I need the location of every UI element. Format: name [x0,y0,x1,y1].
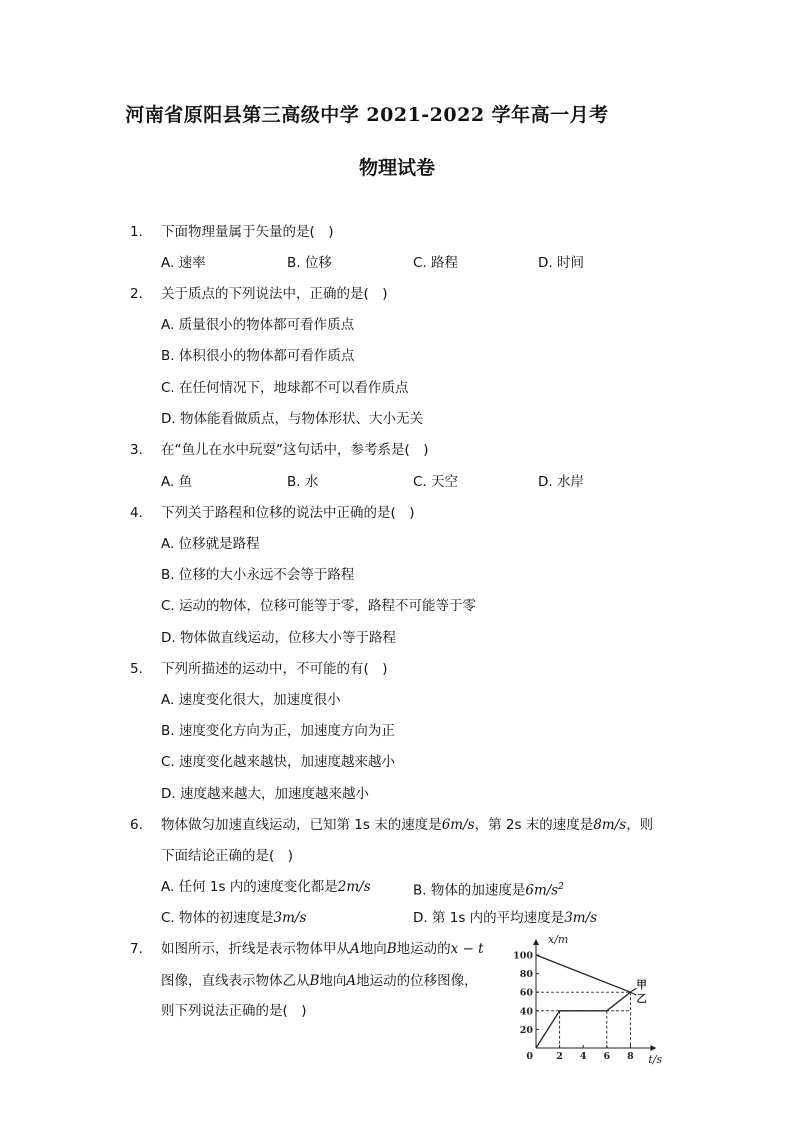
question-stem: 下列所描述的运动中，不可能的有( ) [161,661,388,677]
option-c[interactable]: C. 运动的物体，位移可能等于零，路程不可能等于零 [161,598,477,614]
page-title: 河南省原阳县第三高级中学 2021-2022 学年高一月考 [125,104,609,126]
option-a[interactable]: A. 位移就是路程 [161,536,260,552]
x-axis-arrow [650,1045,656,1051]
option-c[interactable]: C. 物体的初速度是3m/s [161,910,307,926]
option-c[interactable]: C. 天空 [413,474,459,490]
series-yi-line [536,955,630,992]
question-stem: 下列关于路程和位移的说法中正确的是( ) [161,505,415,521]
y-tick-label: 60 [519,987,533,999]
option-d[interactable]: D. 物体能看做质点，与物体形状、大小无关 [161,411,423,427]
option-b[interactable]: B. 物体的加速度是$6m/s^2$ [413,882,564,899]
question-stem: 关于质点的下列说法中，正确的是( ) [161,286,388,302]
question-stem-continued: 下面结论正确的是( ) [161,848,294,864]
option-b[interactable]: B. 体积很小的物体都可看作质点 [161,348,355,364]
option-b[interactable]: B. 水 [287,474,319,490]
option-c[interactable]: C. 在任何情况下，地球都不可以看作质点 [161,380,409,396]
xt-graph [508,930,668,1070]
math-value: 3m/s [273,910,307,926]
question-number: 2. [130,286,143,302]
page-subtitle: 物理试卷 [358,157,435,179]
y-axis-arrow [533,939,539,945]
x-tick-label: 2 [556,1051,563,1062]
question-stem-continued: 则下列说法正确的是( ) [161,1003,307,1019]
option-a[interactable]: A. 鱼 [161,474,193,490]
math-value: 6m/s [525,882,559,899]
option-d[interactable]: D. 水岸 [538,474,584,490]
option-b[interactable]: B. 速度变化方向为正，加速度方向为正 [161,723,395,739]
series-label: 甲 [636,979,647,992]
x-axis-label: t/s [648,1053,663,1066]
y-tick-label: 20 [519,1024,533,1036]
option-c[interactable]: C. 路程 [413,255,459,271]
question-number: 5. [130,661,143,677]
series-label: 乙 [636,993,647,1006]
question-stem: 如图所示，折线是表示物体甲从A地向B地运动的x − t [161,941,484,957]
math-expression: x − t [450,941,484,957]
option-a[interactable]: A. 速率 [161,255,206,271]
question-stem: 物体做匀加速直线运动，已知第 1s 末的速度是6m/s，第 2s 末的速度是8m/s，则 [161,817,654,833]
y-tick-label: 40 [519,1006,533,1018]
math-superscript: 2 [558,882,564,892]
math-value: 8m/s [593,817,627,833]
series-jia-line [536,992,630,1048]
option-d[interactable]: D. 物体做直线运动，位移大小等于路程 [161,630,396,646]
math-value: 3m/s [564,910,598,926]
y-tick-label: 100 [513,950,533,962]
question-number: 6. [130,817,143,833]
option-b[interactable]: B. 位移的大小永远不会等于路程 [161,567,355,583]
option-d[interactable]: D. 时间 [538,255,584,271]
option-a[interactable]: A. 质量很小的物体都可看作质点 [161,317,355,333]
question-stem: 在“鱼儿在水中玩耍”这句话中，参考系是( ) [161,442,429,458]
math-value: 2m/s [337,879,371,895]
question-stem-continued: 图像，直线表示物体乙从B地向A地运动的位移图像， [161,973,478,989]
option-d[interactable]: D. 第 1s 内的平均速度是3m/s [413,910,598,926]
x-tick-label: 6 [603,1051,611,1062]
question-number: 7. [130,941,143,957]
option-c[interactable]: C. 速度变化越来越快，加速度越来越小 [161,754,396,770]
x-tick-label: 8 [627,1051,634,1062]
question-number: 3. [130,442,143,458]
option-a[interactable]: A. 任何 1s 内的速度变化都是2m/s [161,879,371,895]
y-axis-label: x/m [548,933,569,946]
origin-label: 0 [526,1051,533,1062]
option-d[interactable]: D. 速度越来越大，加速度越来越小 [161,786,369,802]
option-a[interactable]: A. 速度变化很大，加速度很小 [161,692,341,708]
option-b[interactable]: B. 位移 [287,255,332,271]
y-tick-label: 80 [519,969,533,981]
question-number: 1. [130,224,143,240]
math-value: 6m/s [441,817,475,833]
question-number: 4. [130,505,143,521]
question-stem: 下面物理量属于矢量的是( ) [161,224,334,240]
x-tick-label: 4 [579,1051,587,1062]
